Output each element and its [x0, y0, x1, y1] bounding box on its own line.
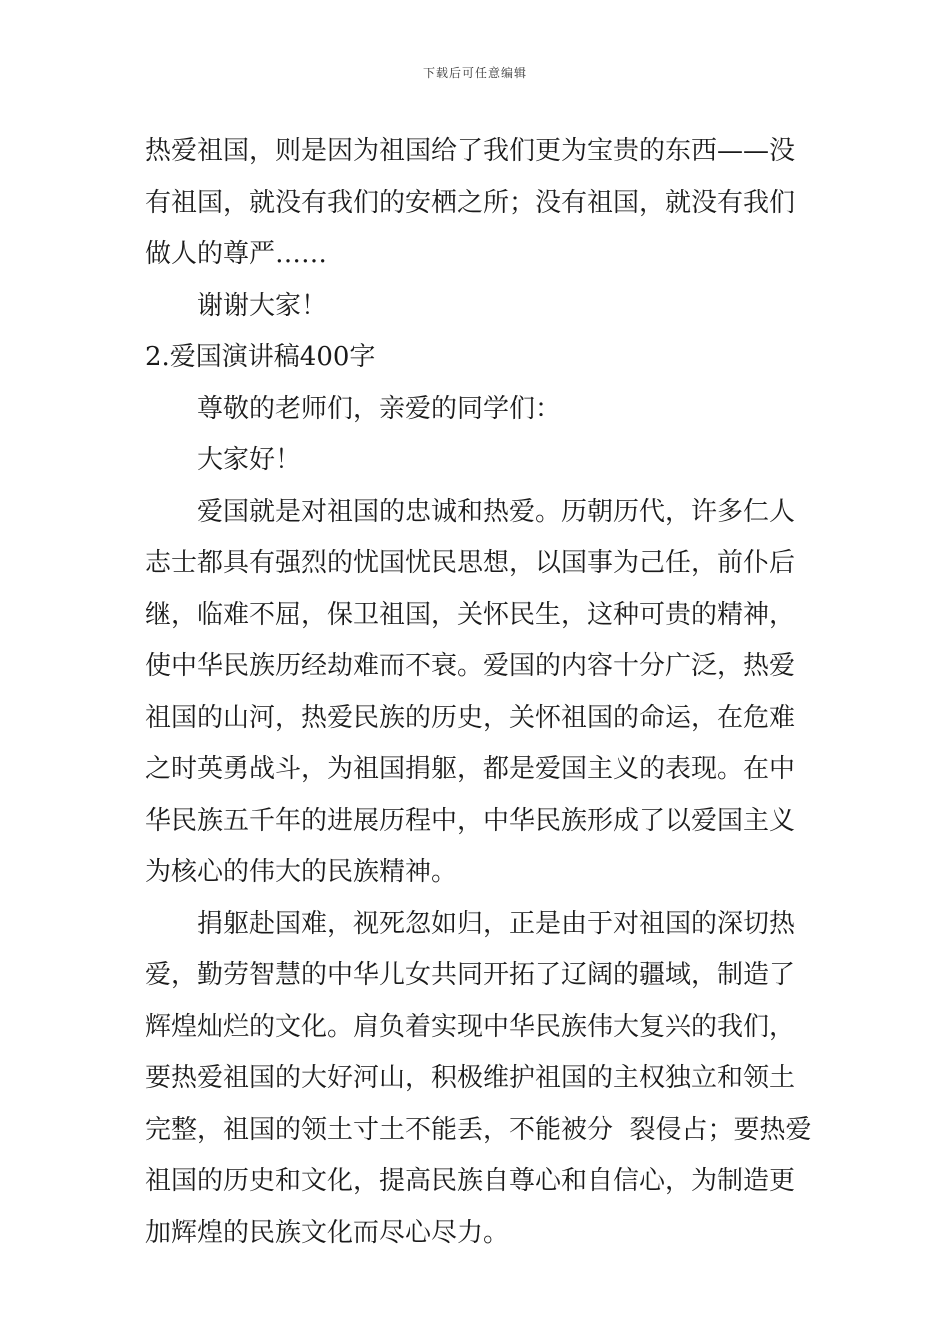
paragraph-line: 使中华民族历经劫难而不衰。爱国的内容十分广泛，热爱	[145, 651, 796, 681]
paragraph-line: 之时英勇战斗，为祖国捐躯，都是爱国主义的表现。在中	[145, 754, 796, 784]
paragraph-line: 热爱祖国，则是因为祖国给了我们更为宝贵的东西——没	[145, 136, 796, 166]
paragraph-line: 为核心的伟大的民族精神。	[145, 857, 458, 887]
greeting-line: 大家好！	[197, 445, 302, 475]
paragraph-line: 爱，勤劳智慧的中华儿女共同开拓了辽阔的疆域，制造了	[145, 960, 796, 990]
closing-line: 谢谢大家！	[197, 290, 328, 321]
salutation-line: 尊敬的老师们，亲爱的同学们：	[197, 393, 562, 424]
paragraph-line: 辉煌灿烂的文化。肩负着实现中华民族伟大复兴的我们，	[145, 1011, 796, 1042]
paragraph-line: 华民族五千年的进展历程中，中华民族形成了以爱国主义	[145, 805, 796, 836]
paragraph-line: 爱国就是对祖国的忠诚和热爱。历朝历代，许多仁人	[197, 496, 796, 527]
paragraph-line: 完整，祖国的领土寸土不能丢，不能被分 裂侵占；要热爱	[145, 1114, 812, 1145]
paragraph-line: 志士都具有强烈的忧国忧民思想，以国事为己任，前仆后	[145, 548, 796, 578]
paragraph-line: 要热爱祖国的大好河山，积极维护祖国的主权独立和领土	[145, 1063, 796, 1093]
paragraph-line: 加辉煌的民族文化而尽心尽力。	[145, 1217, 510, 1248]
paragraph-line: 祖国的山河，热爱民族的历史，关怀祖国的命运，在危难	[145, 702, 796, 733]
paragraph-line: 继，临难不屈，保卫祖国，关怀民生，这种可贵的精神，	[145, 599, 796, 630]
paragraph-line: 做人的尊严……	[145, 239, 328, 269]
paragraph-line: 有祖国，就没有我们的安栖之所；没有祖国，就没有我们	[145, 187, 796, 218]
paragraph-line: 祖国的历史和文化，提高民族自尊心和自信心，为制造更	[145, 1166, 796, 1196]
page-header: 下载后可任意编辑	[422, 66, 527, 80]
paragraph-line: 捐躯赴国难，视死忽如归，正是由于对祖国的深切热	[197, 908, 796, 939]
document-body	[145, 126, 810, 1259]
section-heading: 2.爱国演讲稿400字	[145, 342, 376, 372]
